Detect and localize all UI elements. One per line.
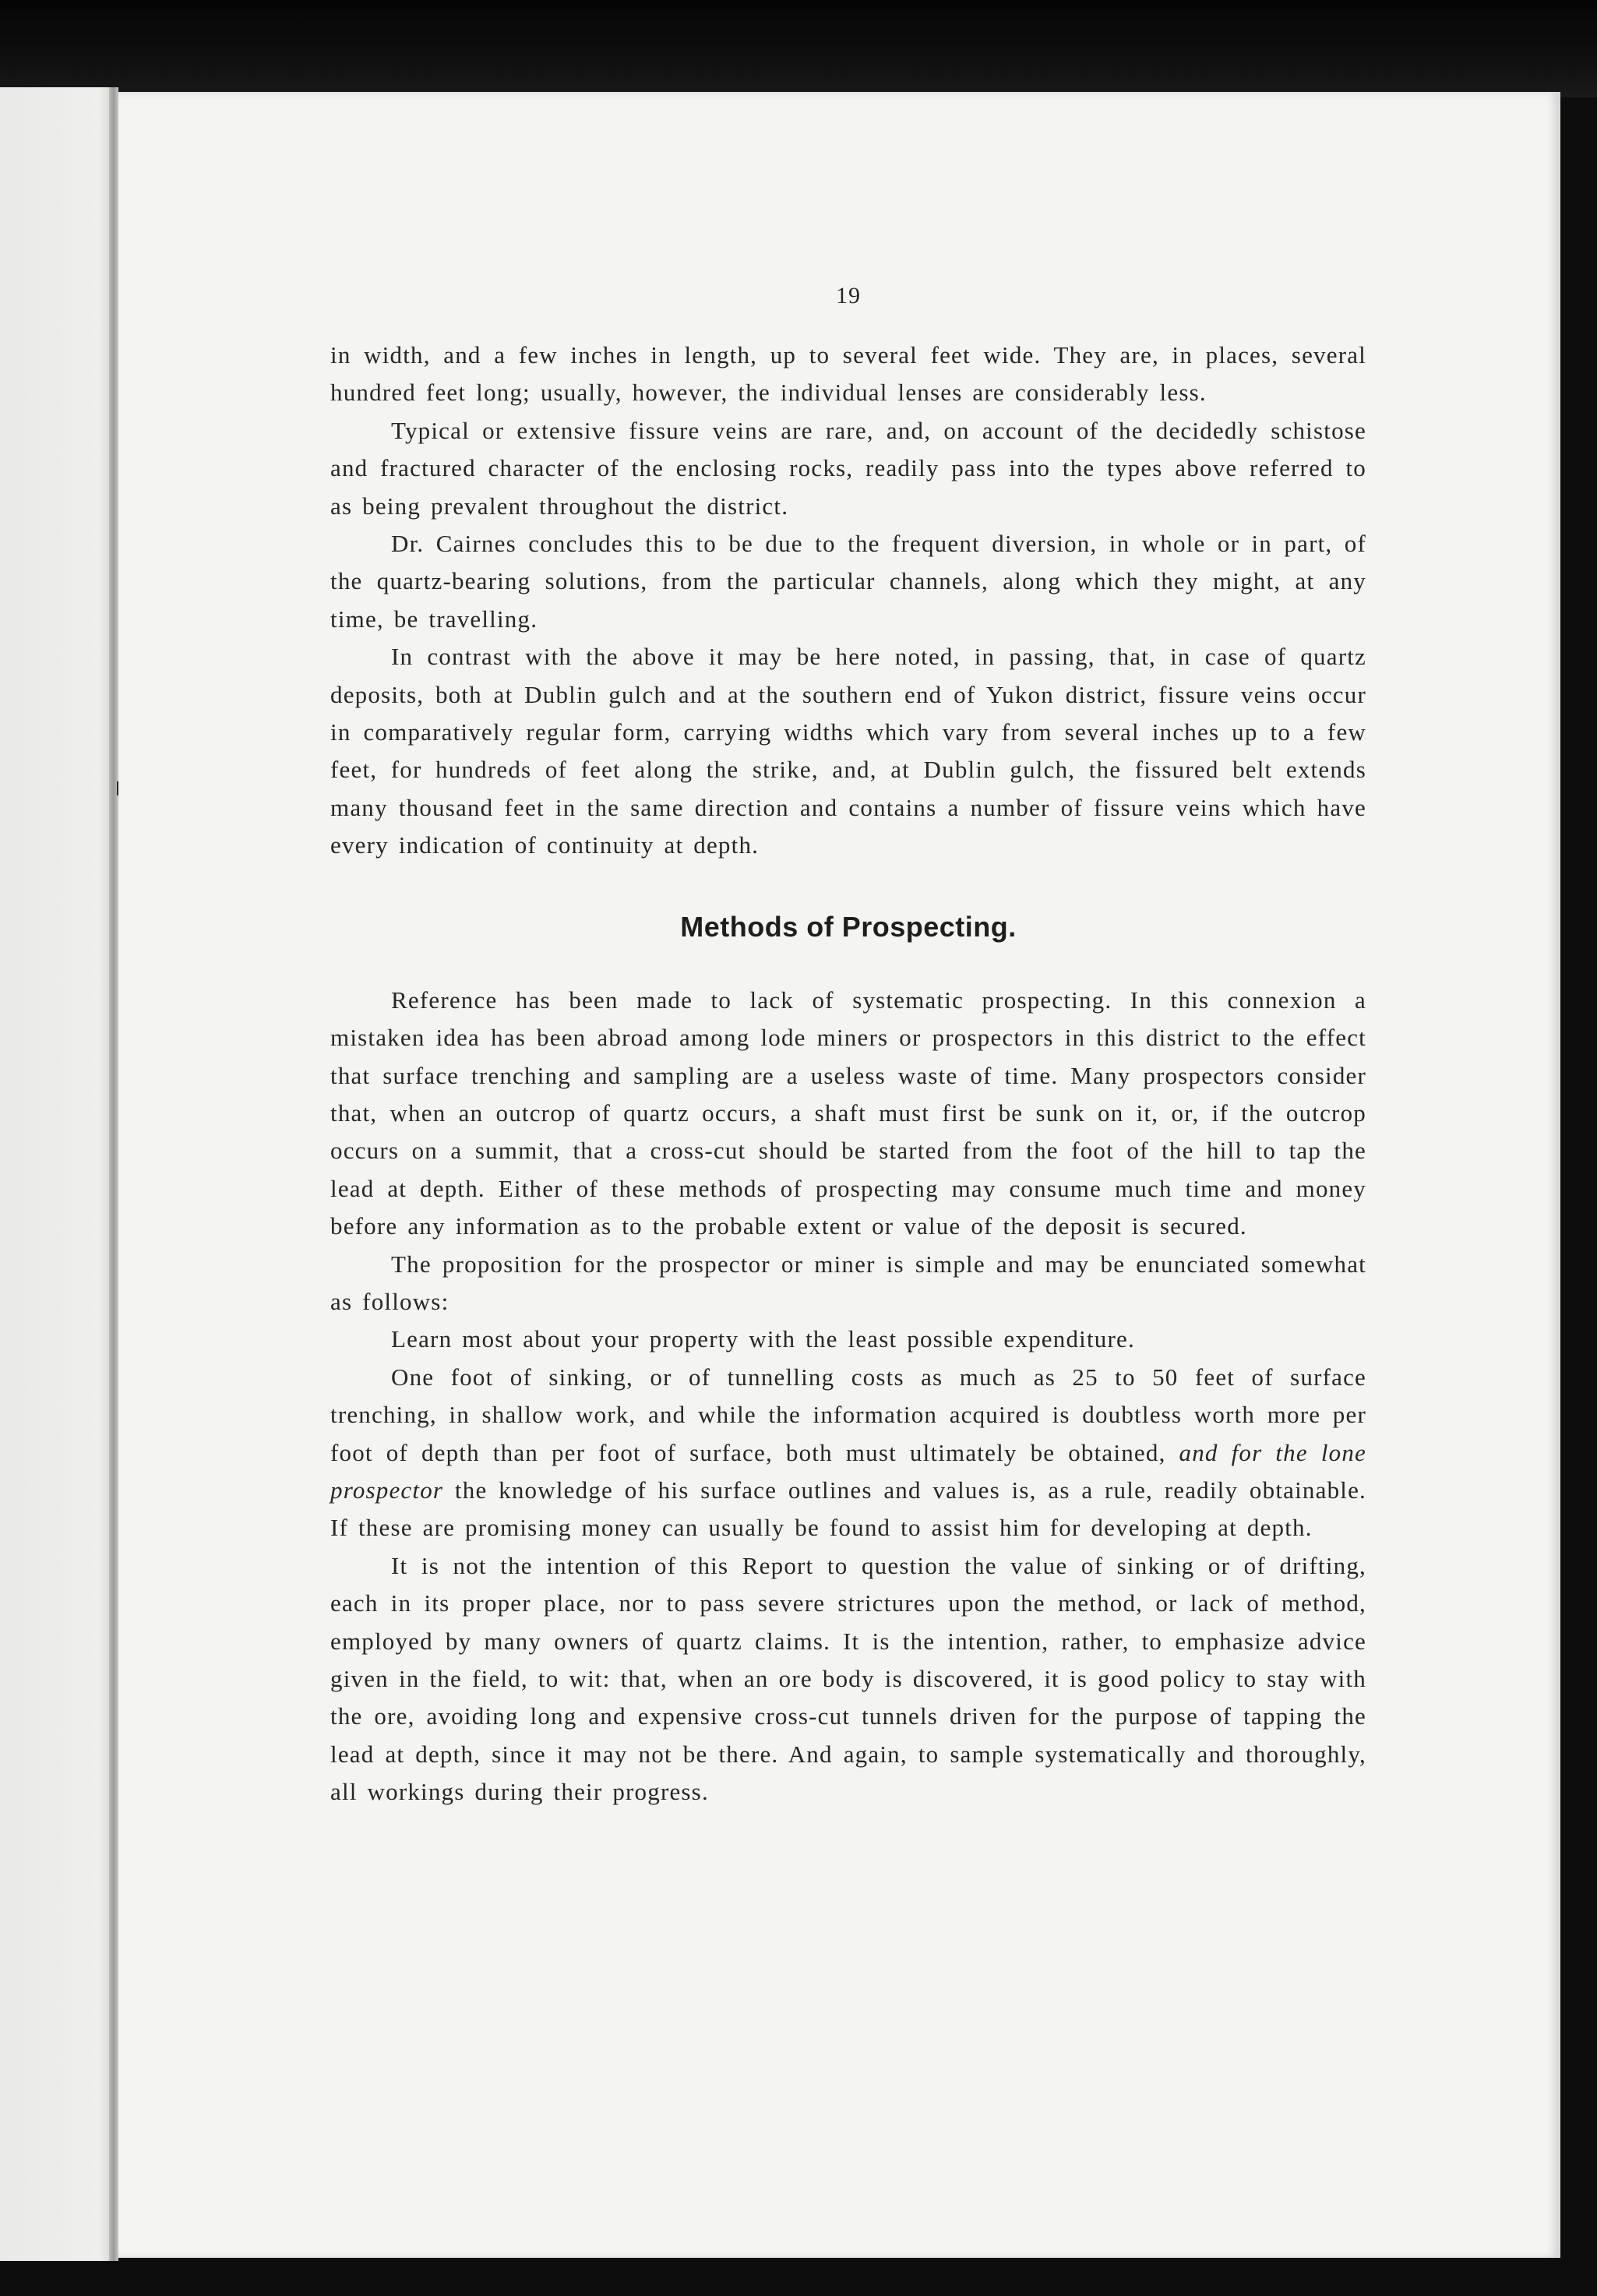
page-right-edge bbox=[1556, 92, 1560, 2258]
sinking-text-end: the knowledge of his surface outlines and values is, as a rule, readily obtainable. If these are promising money can usually be found to assist him for developing at depth. bbox=[330, 1476, 1366, 1542]
sinking-italic-phrase: and for the lone prospector bbox=[330, 1438, 1367, 1504]
paragraph-sinking-cost bbox=[330, 1359, 1366, 1547]
paragraph-learn-most: Learn most about your property with the least possible expenditure. bbox=[391, 1325, 1135, 1353]
paragraph-proposition: The proposition for the prospector or miner is simple and may be enunciated somewhat as follows: bbox=[330, 1250, 1366, 1315]
paragraph-dublin-gulch: In contrast with the above it may be here noted, in passing, that, in case of quartz deposits, both at Dublin gulch and at the southern end of Yukon district, fissure veins occur in comparatively regular form, carrying widths which vary from several inches up to a few feet, for hundreds of feet along the strike, and, at Dublin gulch, the fissured belt extends many thousand feet in the same direction and contains a number of fissure veins which have every indication of continuity at depth. bbox=[330, 643, 1366, 859]
section-heading: Methods of Prospecting. bbox=[680, 910, 1017, 943]
paragraph-report-intention: It is not the intention of this Report to question the value of sinking or of drifting, each in its proper place, nor to pass severe strictures upon the method, or lack of method, employed by many owners of quartz claims. It is the intention, rather, to emphasize advice given in the field, to wit: that, when an ore body is discovered, it is good policy to stay with the ore, avoiding long and expensive cross-cut tunnels driven for the purpose of tapping the lead at depth, since it may not be there. And again, to sample systematically and thoroughly, all workings during their progress. bbox=[330, 1551, 1366, 1806]
facing-page-edge bbox=[0, 87, 117, 2261]
page-text bbox=[330, 280, 1366, 1811]
paragraph-lenses-width: in width, and a few inches in length, up to several feet wide. They are, in places, several hundred feet long; usually, however, the individual lenses are considerably less. bbox=[330, 341, 1366, 407]
book-gutter bbox=[109, 87, 118, 2261]
paragraph-fissure-veins: Typical or extensive fissure veins are rare, and, on account of the decidedly schistose and fractured character of the enclosing rocks, readily pass into the types above referred to as being prevalent throughout the district. bbox=[330, 416, 1366, 520]
sinking-text-start: One foot of sinking, or of tunnelling costs as much as 25 to 50 feet of surface trenching, in shallow work, and while the information acquired is doubtless worth more per foot of depth than per foot of surface, both must ultimately be obtained, bbox=[330, 1363, 1366, 1466]
scan-background-top bbox=[0, 0, 1597, 97]
paragraph-systematic-prospecting: Reference has been made to lack of systematic prospecting. In this connexion a mistaken idea has been abroad among lode miners or prospectors in this district to the effect that surface trenching and sampling are a useless waste of time. Many prospectors consider that, when an outcrop of quartz occurs, a shaft must first be sunk on it, or, if the outcrop occurs on a summit, that a cross-cut should be started from the foot of the hill to tap the lead at depth. Either of these methods of prospecting may consume much time and money before any information as to the probable extent or value of the deposit is secured. bbox=[330, 986, 1366, 1240]
paragraph-cairnes: Dr. Cairnes concludes this to be due to the frequent diversion, in whole or in part, of the quartz-bearing solutions, from the particular channels, along which they might, at any time, be travelling. bbox=[330, 530, 1366, 633]
page-number: 19 bbox=[836, 283, 861, 309]
